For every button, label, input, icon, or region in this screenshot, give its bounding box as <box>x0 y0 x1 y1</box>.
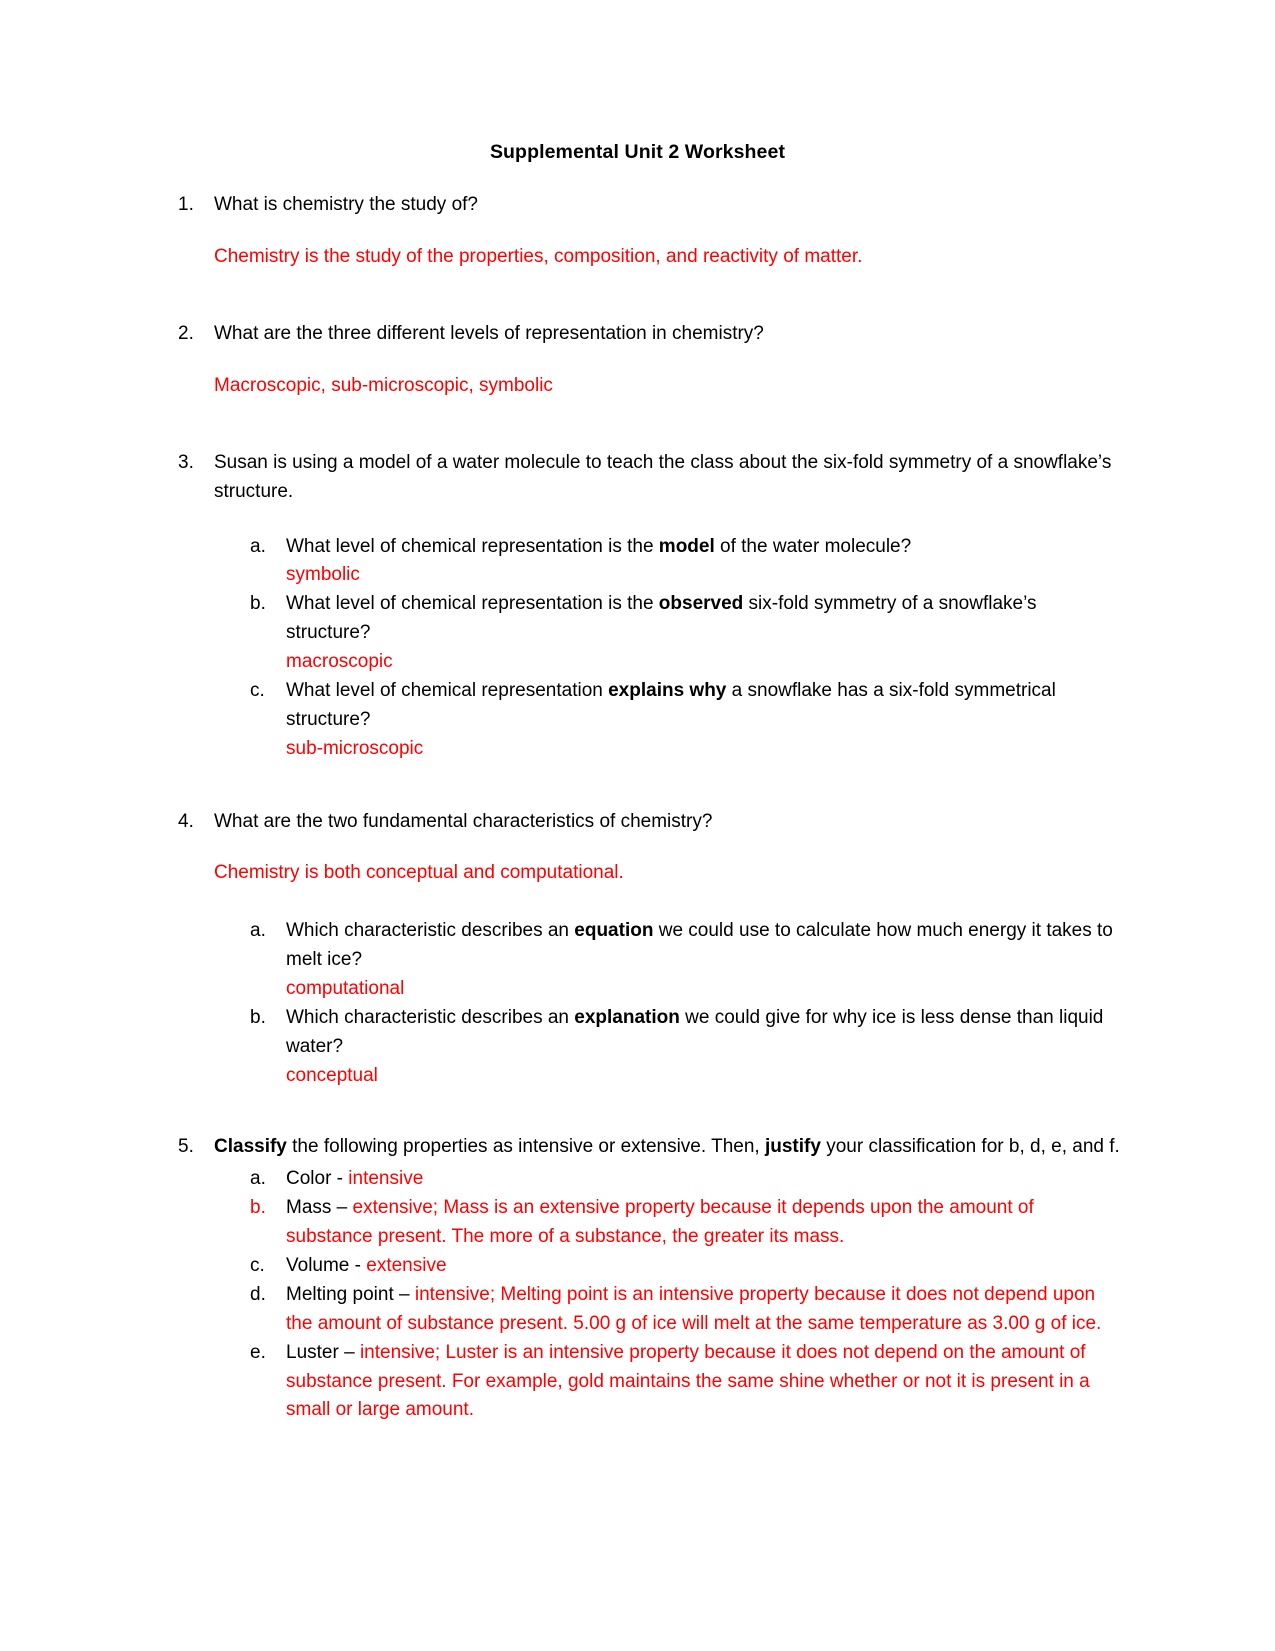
question-answer: Chemistry is the study of the properties, composition, and reactivity of matter. <box>214 246 863 268</box>
subitem-prompt <box>286 533 1125 562</box>
subitem-marker: c. <box>250 679 265 701</box>
subitem-prompt <box>286 677 1125 735</box>
subitem-answer: computational <box>286 978 405 1000</box>
property-item-a <box>250 1165 1125 1194</box>
subitem-answer: sub-microscopic <box>286 737 424 759</box>
subitem-4a <box>250 917 1125 1004</box>
question-item-3 <box>178 449 1125 764</box>
subitem-prompt <box>286 917 1125 975</box>
property-list <box>214 1165 1125 1425</box>
subitem-3a <box>250 533 1125 591</box>
question-item-2 <box>178 320 1125 401</box>
question-answer: Macroscopic, sub-microscopic, symbolic <box>214 374 553 396</box>
property-label: Color <box>286 1168 332 1190</box>
subitem-text-after: six-fold symmetry of a snowflake’s structure? <box>286 593 1037 644</box>
question-4-subitems <box>214 917 1125 1090</box>
property-answer: intensive <box>348 1168 424 1190</box>
subitem-3c <box>250 677 1125 764</box>
subitem-marker: b. <box>250 1006 266 1028</box>
property-label: Volume <box>286 1255 350 1277</box>
subitem-answer: symbolic <box>286 564 360 586</box>
property-line <box>286 1281 1125 1339</box>
question-emphasis-justify: justify <box>764 1135 821 1157</box>
page-title: Supplemental Unit 2 Worksheet <box>489 141 786 163</box>
subitem-text-before: What level of chemical representation <box>286 679 609 701</box>
property-label: Mass <box>286 1197 332 1219</box>
subitem-text-before: Which characteristic describes an <box>286 1006 575 1028</box>
subitem-answer: conceptual <box>286 1064 378 1086</box>
question-prompt: What are the two fundamental characteristics of chemistry? <box>214 810 713 832</box>
property-line <box>286 1165 1125 1194</box>
question-3-subitems <box>214 533 1125 764</box>
subitem-text-before: What level of chemical representation is the <box>286 593 659 615</box>
property-separator: – <box>338 1341 360 1363</box>
subitem-text-after: we could give for why ice is less dense than liquid water? <box>286 1006 1104 1057</box>
subitem-3b <box>250 590 1125 677</box>
question-marker: 3. <box>178 451 194 473</box>
subitem-prompt <box>286 590 1125 648</box>
subitem-text-after: we could use to calculate how much energy it takes to melt ice? <box>286 920 1113 971</box>
question-marker: 1. <box>178 194 194 216</box>
property-line <box>286 1339 1125 1426</box>
subitem-marker: b. <box>250 593 266 615</box>
property-answer: extensive <box>366 1255 447 1277</box>
property-marker: c. <box>250 1255 265 1277</box>
property-separator: – <box>331 1197 353 1219</box>
question-marker: 4. <box>178 810 194 832</box>
property-answer: intensive; Melting point is an intensive property because it does not depend upon the amount of substance present. 5.00 g of ice will melt at the same temperature as 3.00 g of ice. <box>286 1283 1102 1334</box>
subitem-emphasis: model <box>658 535 715 557</box>
subitem-4b <box>250 1004 1125 1091</box>
subitem-emphasis: explains why <box>608 679 727 701</box>
property-marker: b. <box>250 1197 266 1219</box>
property-separator: - <box>349 1255 367 1277</box>
property-marker: d. <box>250 1283 266 1305</box>
question-list <box>178 191 1125 1425</box>
subitem-marker: a. <box>250 920 266 942</box>
subitem-text-before: What level of chemical representation is the <box>286 535 659 557</box>
question-text-mid: the following properties as intensive or extensive. Then, <box>286 1135 765 1157</box>
property-line <box>286 1194 1125 1252</box>
subitem-emphasis: explanation <box>574 1006 680 1028</box>
question-item-5 <box>178 1133 1125 1426</box>
property-item-d <box>250 1281 1125 1339</box>
property-label: Luster <box>286 1341 339 1363</box>
question-prompt: Susan is using a model of a water molecule to teach the class about the six-fold symmetry of a snowflake’s structure. <box>214 451 1112 502</box>
property-item-c <box>250 1252 1125 1281</box>
question-prompt: What are the three different levels of representation in chemistry? <box>214 323 764 345</box>
property-label: Melting point <box>286 1283 394 1305</box>
property-separator: – <box>393 1283 415 1305</box>
property-line <box>286 1252 1125 1281</box>
property-answer: extensive; Mass is an extensive property because it depends upon the amount of substance present. The more of a substance, the greater its mass. <box>286 1197 1034 1248</box>
question-marker: 5. <box>178 1135 194 1157</box>
subitem-emphasis: equation <box>574 920 654 942</box>
subitem-marker: a. <box>250 535 266 557</box>
question-item-4 <box>178 808 1125 1091</box>
property-item-b <box>250 1194 1125 1252</box>
subitem-text-after: of the water molecule? <box>714 535 912 557</box>
subitem-emphasis: observed <box>658 593 744 615</box>
subitem-prompt <box>286 1004 1125 1062</box>
property-marker: e. <box>250 1341 266 1363</box>
question-text-end: your classification for b, d, e, and f. <box>820 1135 1120 1157</box>
property-item-e <box>250 1339 1125 1426</box>
subitem-text-before: Which characteristic describes an <box>286 920 575 942</box>
property-marker: a. <box>250 1168 266 1190</box>
property-separator: - <box>331 1168 349 1190</box>
question-prompt: What is chemistry the study of? <box>214 194 478 216</box>
question-prompt <box>214 1133 1125 1162</box>
question-marker: 2. <box>178 323 194 345</box>
question-item-1 <box>178 191 1125 272</box>
subitem-answer: macroscopic <box>286 651 393 673</box>
subitem-text-after: a snowflake has a six-fold symmetrical structure? <box>286 679 1056 730</box>
question-answer: Chemistry is both conceptual and computational. <box>214 862 624 884</box>
property-answer: intensive; Luster is an intensive property because it does not depend on the amount of substance present. For example, gold maintains the same shine whether or not it is present in a small or large amount. <box>286 1341 1090 1421</box>
question-emphasis-classify: Classify <box>214 1135 287 1157</box>
